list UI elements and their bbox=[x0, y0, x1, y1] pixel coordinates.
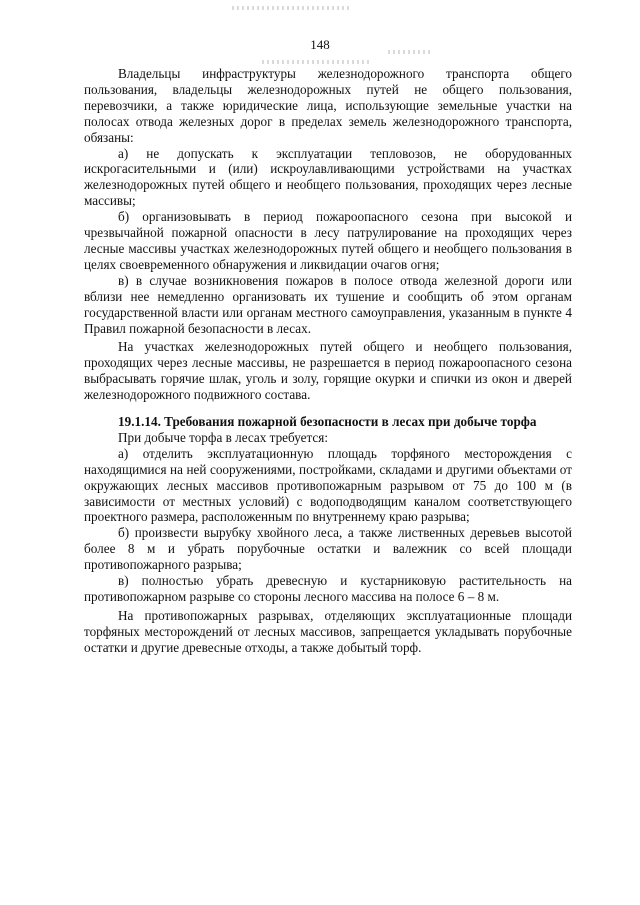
paragraph-item-b: б) организовывать в период пожароопасного сезона при высокой и чрезвычайной пожарной опасности в лесу патрулирование на проходящих через лесные массивы участках железнодорожных путей общего и необщего пользования в целях своевременного обнаружения и ликвидации очагов огня; bbox=[84, 209, 572, 272]
paragraph-peat-item-a: а) отделить эксплуатационную площадь торфяного месторождения с находящимися на ней сооружениями, постройками, складами и другими объектами от окружающих лесных массивов противопожарным разрывом от 75 до 100 м (в зависимости от местных условий) с водоподводящим каналом соответствующего проектного размера, расположенным по внутреннему краю разрыва; bbox=[84, 445, 572, 525]
paragraph-railway-ban: На участках железнодорожных путей общего и необщего пользования, проходящих через лесные массивы, не разрешается в период пожароопасного сезона выбрасывать горячие шлак, уголь и золу, горящие окурки и спички из окон и дверей железнодорожного подвижного состава. bbox=[84, 339, 572, 403]
paragraph-intro: Владельцы инфраструктуры железнодорожного транспорта общего пользования, владельцы железнодорожных путей не общего пользования, перевозчики, а также юридические лица, использующие земельные участки на полосах отвода железных дорог в пределах земель железнодорожного транспорта, обязаны: bbox=[84, 66, 572, 145]
page-number: 148 bbox=[310, 37, 330, 52]
paragraph-peat-item-c: в) полностью убрать древесную и кустарниковую растительность на противопожарном разрыве со стороны лесного массива на полосе 6 – 8 м. bbox=[84, 573, 572, 604]
paragraph-item-a: а) не допускать к эксплуатации тепловозов, не оборудованных искрогасительными и (или) искроулавливающими устройствами на участках железнодорожных путей общего и необщего пользования, проходящих через лесные массивы; bbox=[84, 145, 572, 209]
section-heading: 19.1.14. Требования пожарной безопасности в лесах при добыче торфа bbox=[118, 414, 537, 430]
paragraph-item-c: в) в случае возникновения пожаров в полосе отвода железной дороги или вблизи нее немедленно организовать их тушение и сообщить об этом органам государственной власти или органам местного самоуправления, указанным в пункте 4 Правил пожарной безопасности в лесах. bbox=[84, 272, 572, 336]
paragraph-peat-ban: На противопожарных разрывах, отделяющих эксплуатационные площади торфяных месторождений от лесных массивов, запрещается укладывать порубочные остатки и другие древесные отходы, а также добытый торф. bbox=[84, 607, 572, 655]
paragraph-peat-intro: При добыче торфа в лесах требуется: bbox=[118, 429, 329, 445]
scan-noise-header bbox=[262, 60, 372, 64]
document-body bbox=[84, 66, 572, 656]
scan-noise-top bbox=[232, 6, 350, 10]
paragraph-peat-item-b: б) произвести вырубку хвойного леса, а также лиственных деревьев высотой более 8 м и убрать порубочные остатки и валежник со всей площади противопожарного разрыва; bbox=[84, 525, 572, 573]
